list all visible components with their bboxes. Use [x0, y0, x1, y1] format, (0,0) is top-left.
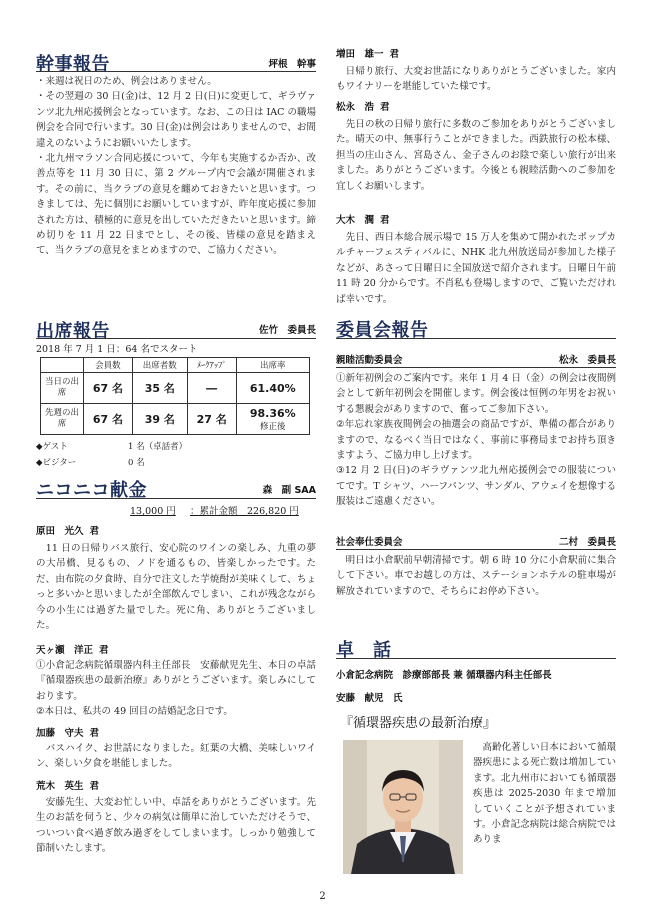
- row-attendees: 39 名: [132, 404, 187, 435]
- attendance-header-makeup: ﾒｰｸｱｯﾌﾟ: [187, 358, 236, 373]
- attendance-row-lastweek: [41, 404, 310, 435]
- entry-name-araki: 荒木 英生 君: [36, 781, 100, 792]
- entry-text-araki: 安藤先生、大変お忙しい中、卓話をありがとうございます。先生のお話を伺うと、少々の病気は簡単に治していただけそうで、ついつい食べ過ぎ飲み過ぎをしてしまいます。しっかり勉強して節制いたします。: [36, 797, 316, 855]
- row-label: 先週の出席: [41, 404, 84, 435]
- row-rate-note: 修正後: [260, 421, 286, 432]
- nikoniko-title: ニコニコ献金: [36, 480, 147, 501]
- row-attendees: 35 名: [132, 373, 187, 404]
- entry-text-masuda: 日帰り旅行、大変お世話になりありがとうございました。家内もワイナリーを堪能していた様です。: [336, 66, 616, 93]
- committee-title: 委員会報告: [336, 320, 429, 341]
- entry-name-matsunaga: 松永 浩 君: [336, 102, 390, 113]
- committee-sub1-text: ①新年初例会のご案内です。来年 1 月 4 日（金）の例会は夜間例会として新年初例会を開催します。例会後は恒例の年男をお祝いする懇親会がありますので、奮ってご参加下さい。 ②年忘れ家族夜間例会の抽選会の商品ですが、準備の都合がありますので、なるべく当日ではなく、事前に事務局までお持ち頂きますよう、ご協力申し上げます。 ③12 月 2 日(日)のギラヴァンツ北九州応援例会での服装についてです。T シャツ、ハーフパンツ、サンダル、アウェイを想像する服装はご遠慮ください。: [336, 373, 616, 508]
- entry-text-oki: 先日、西日本総合展示場で 15 万人を集めて開かれたポップカルチャーフェスティバルに、NHK 北九州放送局が参加した様子などが、あさって日曜日に全国放送で紹介されます。日曜日午前 11 時 20 分からです。不肖私も登場しますので、ご覧いただければ幸いです。: [336, 232, 620, 305]
- visitor-label: ◆ビジター: [36, 458, 77, 468]
- guest-value: 1 名（卓話者）: [128, 442, 188, 452]
- attendance-header-members: 会員数: [84, 358, 133, 373]
- takuwa-text: 高齢化著しい日本において循環器疾患による死亡数は増加しています。北九州市においても循環器疾患は 2025-2030 年まで増加していくことが予想されています。小倉記念病院は総合病院ではありま: [473, 742, 616, 846]
- attendance-header-blank: [41, 358, 84, 373]
- visitor-value: 0 名: [128, 458, 145, 468]
- takuwa-title: 卓 話: [336, 640, 392, 661]
- row-label: 当日の出席: [41, 373, 84, 404]
- entry-text-harada: 11 日の日帰りバス旅行、安心院のワインの楽しみ、九重の夢の大吊橋、見るもの、ノドを通るもの、皆楽しかったです。ただ、由布院の夕食時、自分で注文した芋焼酎が美味くして、ちょっと多いかと思いましたが全部飲んでしまい、これが残念ながら今の小生には過ぎた量でした。死に角、ありがとうございました。: [36, 543, 316, 632]
- speaker-photo: [343, 740, 463, 874]
- kanji-report-body: ・来週は祝日のため、例会はありません。 ・その翌週の 30 日(金)は、12 月 2 日(日)に変更して、ギラヴァンツ北九州応援例会となっています。なお、この日は IAC の職場例会を合同で行います。30 日(金)は例会はありませんので、お間違えのないようにお願いいたします。 ・北九州マラソン合同応援について、今年も実施するか否か、改善点等を 11 月 30 日に、第 2 グループ内で会議が開催されます。その前に、当クラブの意見を纏めておきたいと思います。つきましては、先に個別にお願いしていますが、昨年度応援に参加された方は、積極的に意見を出していただきたいと思います。締め切りを 11 月 22 日までとし、その後、皆様の意見を踏まえて、当クラブの意見をまとめますので、ご協力ください。: [36, 76, 316, 257]
- entry-name-kato: 加藤 守夫 君: [36, 728, 100, 739]
- attendance-row-today: [41, 373, 310, 404]
- attendance-rule: [36, 338, 316, 339]
- entry-name-masuda: 増田 雄一 君: [336, 49, 400, 60]
- committee-rule: [336, 338, 616, 339]
- committee-sub2-rule: [336, 549, 616, 550]
- row-makeup: ―: [187, 373, 236, 404]
- speaker-affiliation: 小倉記念病院 診療部部長 兼 循環器内科主任部長: [336, 670, 552, 681]
- attendance-byline: 佐竹 委員長: [258, 325, 316, 336]
- kanji-report-byline: 坪根 幹事: [268, 59, 316, 70]
- nikoniko-amount-total: ：累計金額 226,820 円: [190, 506, 299, 517]
- committee-sub1-byline: 松永 委員長: [558, 355, 616, 366]
- entry-text-kato: バスハイク、お世話になりました。紅葉の大橋、美味しいワイン、楽しい夕食を堪能しました。: [36, 743, 316, 770]
- takuwa-rule: [336, 658, 616, 659]
- row-rate: 98.36%: [249, 406, 296, 420]
- committee-sub1-rule: [336, 367, 616, 368]
- entry-name-oki: 大木 潤 君: [336, 215, 390, 226]
- nikoniko-byline: 森 副 SAA: [262, 485, 316, 496]
- committee-sub2-byline: 二村 委員長: [558, 537, 616, 548]
- kanji-report-rule: [36, 71, 316, 72]
- attendance-header-rate: 出席率: [236, 358, 309, 373]
- entry-name-amagase: 天ヶ瀬 洋正 君: [36, 645, 109, 656]
- row-members: 67 名: [84, 404, 133, 435]
- row-members: 67 名: [84, 373, 133, 404]
- attendance-table: [40, 357, 310, 435]
- entry-name-harada: 原田 光久 君: [36, 526, 100, 537]
- committee-sub2-title: 社会奉仕委員会: [336, 537, 403, 548]
- speaker-name: 安藤 献児 氏: [336, 693, 403, 704]
- nikoniko-rule: [36, 498, 316, 499]
- entry-text-amagase: ①小倉記念病院循環器内科主任部長 安藤献児先生、本日の卓話『循環器疾患の最新治療』ありがとうございます。楽しみにしております。 ②本日は、私共の 49 回目の結婚記念日です。: [36, 660, 316, 718]
- entry-text-matsunaga: 先日の秋の日帰り旅行に多数のご参加をありがとうございました。晴天の中、無事行うことができました。西鉄旅行の松本様、担当の庄山さん、宮島さん、金子さんのお陰で楽しい旅行が出来ました。ありがとうございます。今後とも親睦活動へのご参加を宜しくお願いします。: [336, 119, 616, 192]
- kanji-report-title: 幹事報告: [36, 54, 110, 75]
- attendance-title: 出席報告: [36, 321, 110, 342]
- row-rate: 61.40%: [236, 373, 309, 404]
- talk-title: 『循環器疾患の最新治療』: [340, 716, 497, 731]
- row-makeup: 27 名: [187, 404, 236, 435]
- speaker-portrait-image: [343, 740, 463, 874]
- guest-label: ◆ゲスト: [36, 442, 68, 452]
- nikoniko-amount-today: 13,000 円: [130, 506, 176, 517]
- attendance-header-attendees: 出席者数: [132, 358, 187, 373]
- committee-sub1-title: 親睦活動委員会: [336, 355, 403, 366]
- row-rate-cell: [236, 404, 309, 435]
- page-number: 2: [319, 891, 326, 902]
- committee-sub2-text: 明日は小倉駅前早朝清掃です。朝 6 時 10 分に小倉駅前に集合して下さい。車でお越しの方は、ステーションホテルの駐車場が解放されていますので、そちらにお停め下さい。: [336, 555, 616, 597]
- attendance-date-line: 2018 年 7 月 1 日：64 名でスタート: [36, 344, 198, 355]
